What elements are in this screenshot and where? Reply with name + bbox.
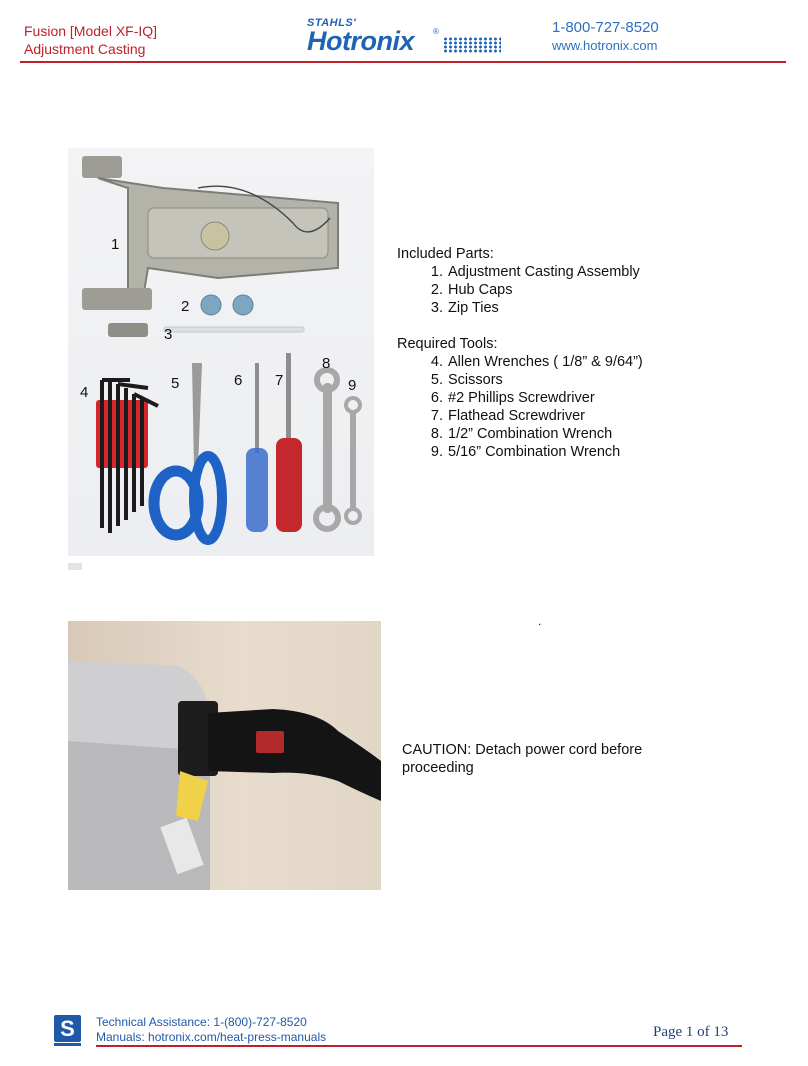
photo-edge-artifact xyxy=(68,563,82,570)
phillips-handle xyxy=(246,448,268,532)
scissors-handle-right xyxy=(194,456,222,540)
included-parts-heading: Included Parts: xyxy=(397,246,494,262)
required-tools-heading: Required Tools: xyxy=(397,336,498,352)
logo-registered-mark: ® xyxy=(433,27,439,36)
footer-divider xyxy=(96,1045,742,1047)
list-item: 2. Hub Caps xyxy=(447,281,643,299)
casting-bracket-top xyxy=(82,156,122,178)
logo-dot-grid-icon xyxy=(443,37,501,53)
zip-ties xyxy=(164,327,304,332)
callout-7: 7 xyxy=(275,372,284,389)
callout-4: 4 xyxy=(80,384,89,401)
list-item: 8. 1/2” Combination Wrench xyxy=(447,425,643,443)
list-item: 4. Allen Wrenches ( 1/8” & 9/64”) xyxy=(447,353,643,371)
logo-stahls-text: STAHLS' xyxy=(307,17,357,29)
required-tools-list xyxy=(397,353,643,461)
power-cord-photo xyxy=(68,621,381,890)
section-title: Adjustment Casting xyxy=(24,41,146,57)
list-item: 7. Flathead Screwdriver xyxy=(447,407,643,425)
page-number: Page 1 of 13 xyxy=(653,1024,729,1040)
hub-cap-2 xyxy=(233,295,253,315)
callout-6: 6 xyxy=(234,372,243,389)
header-website-link[interactable]: www.hotronix.com xyxy=(552,38,658,53)
casting-bolt xyxy=(108,323,148,337)
parts-tools-photo xyxy=(68,148,374,556)
callout-5: 5 xyxy=(171,375,180,392)
logo-underline xyxy=(54,1043,81,1046)
parts-tools-illustration xyxy=(68,148,374,556)
technical-assistance[interactable]: Technical Assistance: 1-(800)-727-8520 xyxy=(96,1015,307,1029)
model-title: Fusion [Model XF-IQ] xyxy=(24,23,158,39)
parts-and-tools-list xyxy=(397,245,643,461)
callout-9: 9 xyxy=(348,377,357,394)
stahls-s-logo-icon: S xyxy=(54,1015,81,1042)
phillips-shaft xyxy=(255,363,259,453)
list-item: 6. #2 Phillips Screwdriver xyxy=(447,389,643,407)
hotronix-logo xyxy=(307,17,502,57)
header-divider xyxy=(20,61,786,63)
power-cord-illustration xyxy=(68,621,381,890)
list-item: 1. Adjustment Casting Assembly xyxy=(447,263,643,281)
list-item: 3. Zip Ties xyxy=(447,299,643,317)
five-sixteenths-wrench xyxy=(350,410,356,510)
casting-bracket-bottom xyxy=(82,288,152,310)
stray-mark: . xyxy=(538,614,542,628)
power-cord-plug xyxy=(208,709,381,801)
scissors-blade xyxy=(192,363,202,468)
plug-release-tab xyxy=(256,731,284,753)
callout-1: 1 xyxy=(111,236,120,253)
callout-2: 2 xyxy=(181,298,190,315)
callout-8: 8 xyxy=(322,355,331,372)
casting-channel xyxy=(148,208,328,258)
flathead-handle xyxy=(276,438,302,532)
logo-hotronix-text: Hotronix xyxy=(307,26,414,56)
document-header-title xyxy=(24,22,157,58)
half-inch-wrench xyxy=(323,383,332,513)
list-item: 9. 5/16” Combination Wrench xyxy=(447,443,643,461)
header-phone[interactable]: 1-800-727-8520 xyxy=(552,19,659,36)
callout-3: 3 xyxy=(164,326,173,343)
hub-cap-1 xyxy=(201,295,221,315)
casting-hub xyxy=(201,222,229,250)
list-item: 5. Scissors xyxy=(447,371,643,389)
manuals-link[interactable]: Manuals: hotronix.com/heat-press-manuals xyxy=(96,1030,327,1044)
caution-note: CAUTION: Detach power cord before proceeding xyxy=(402,742,643,776)
included-parts-list xyxy=(397,263,643,317)
